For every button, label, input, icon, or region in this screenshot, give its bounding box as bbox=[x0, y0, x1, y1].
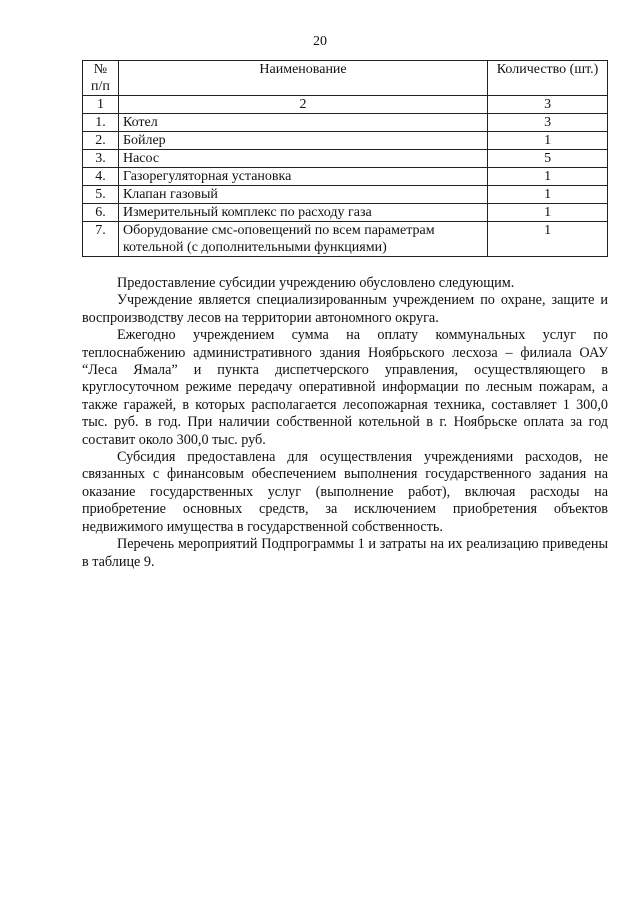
table-row bbox=[83, 150, 608, 168]
row-name: Измерительный комплекс по расходу газа bbox=[118, 204, 487, 222]
index-cell: 3 bbox=[488, 96, 608, 114]
row-qty: 3 bbox=[488, 114, 608, 132]
row-num: 5. bbox=[83, 186, 119, 204]
paragraph: Перечень мероприятий Подпрограммы 1 и затраты на их реализацию приведены в таблице 9. bbox=[82, 536, 608, 570]
row-qty: 5 bbox=[488, 150, 608, 168]
row-qty: 1 bbox=[488, 168, 608, 186]
row-name: Клапан газовый bbox=[118, 186, 487, 204]
index-cell: 2 bbox=[118, 96, 487, 114]
row-name: Оборудование смс-оповещений по всем параметрам котельной (с дополнительными функциями) bbox=[118, 222, 487, 257]
row-num: 2. bbox=[83, 132, 119, 150]
paragraph: Ежегодно учреждением сумма на оплату коммунальных услуг по теплоснабжению административного здания Ноябрьского лесхоза – филиала ОАУ “Леса Ямала” и пункта диспетчерского управления, осуществляющего в круглосуточном режиме передачу оперативной информации по лесным пожарам, а также гаражей, в которых располагается лесопожарная техника, составляет 1 300,0 тыс. руб. в год. При наличии собственной котельной в г. Ноябрьске оплата за год составит около 300,0 тыс. руб. bbox=[82, 327, 608, 448]
paragraph: Предоставление субсидии учреждению обусловлено следующим. bbox=[117, 275, 515, 291]
row-name: Бойлер bbox=[118, 132, 487, 150]
table-header-row bbox=[83, 61, 608, 96]
row-num: 3. bbox=[83, 150, 119, 168]
header-qty: Количество (шт.) bbox=[488, 61, 608, 96]
paragraph: Учреждение является специализированным учреждением по охране, защите и воспроизводству лесов на территории автономного округа. bbox=[82, 292, 608, 326]
row-qty: 1 bbox=[488, 204, 608, 222]
page-number: 20 bbox=[313, 34, 327, 49]
row-name: Насос bbox=[118, 150, 487, 168]
table-row bbox=[83, 222, 608, 257]
table-row bbox=[83, 186, 608, 204]
row-name: Котел bbox=[118, 114, 487, 132]
table-index-row bbox=[83, 96, 608, 114]
table-row bbox=[83, 204, 608, 222]
row-qty: 1 bbox=[488, 186, 608, 204]
row-name: Газорегуляторная установка bbox=[118, 168, 487, 186]
row-num: 1. bbox=[83, 114, 119, 132]
body-text bbox=[82, 275, 608, 571]
row-num: 6. bbox=[83, 204, 119, 222]
equipment-table bbox=[82, 60, 608, 257]
row-qty: 1 bbox=[488, 222, 608, 257]
header-name: Наименование bbox=[118, 61, 487, 96]
row-qty: 1 bbox=[488, 132, 608, 150]
row-num: 4. bbox=[83, 168, 119, 186]
table-row bbox=[83, 168, 608, 186]
table-row bbox=[83, 114, 608, 132]
table-row bbox=[83, 132, 608, 150]
header-num: № п/п bbox=[83, 61, 119, 96]
row-num: 7. bbox=[83, 222, 119, 257]
paragraph: Субсидия предоставлена для осуществления учреждениями расходов, не связанных с финансовым обеспечением выполнения государственного задания на оказание государственных услуг (выполнение работ), включая расходы на приобретение основных средств, за исключением приобретения объектов недвижимого имущества в государственной собственность. bbox=[82, 449, 608, 535]
index-cell: 1 bbox=[83, 96, 119, 114]
